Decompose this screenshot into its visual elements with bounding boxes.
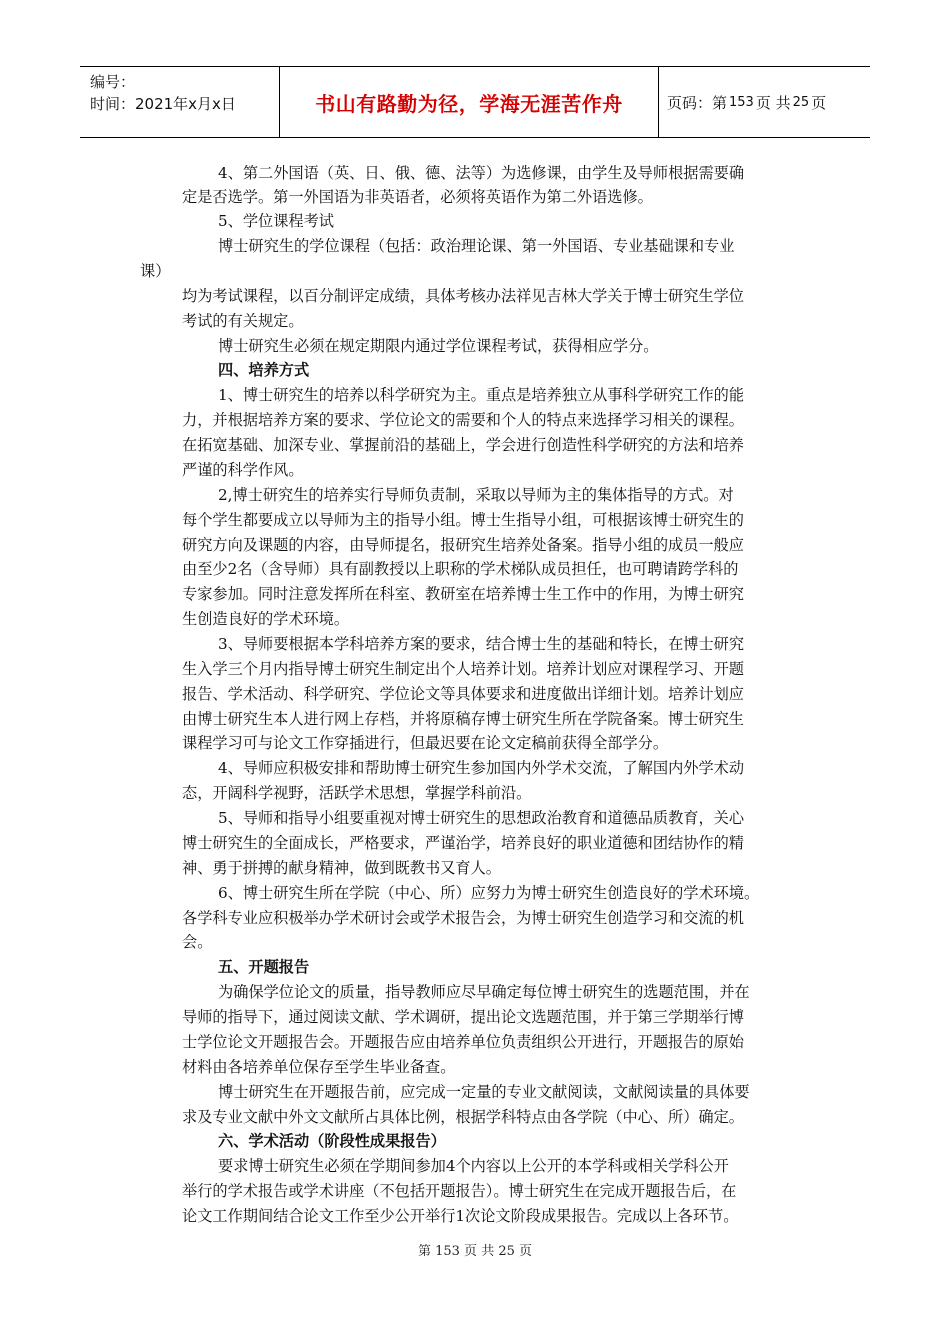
body-line: 每个学生都要成立以导师为主的指导小组。博士生指导小组，可根据该博士研究生的 (182, 511, 744, 529)
body-line: 神、勇于拼搏的献身精神，做到既教书又育人。 (182, 859, 501, 877)
body-line: 导师的指导下，通过阅读文献、学术调研，提出论文选题范围，并于第三学期举行博 (182, 1008, 744, 1026)
body-line: 课） (140, 262, 171, 280)
body-line: 4、导师应积极安排和帮助博士研究生参加国内外学术交流，了解国内外学术动 (218, 759, 745, 777)
body-line: 由至少2名（含导师）具有副教授以上职称的学术梯队成员担任，也可聘请跨学科的 (182, 560, 739, 578)
body-line: 力，并根据培养方案的要求、学位论文的需要和个人的特点来选择学习相关的课程。 (182, 411, 744, 429)
body-line: 举行的学术报告或学术讲座（不包括开题报告）。博士研究生在完成开题报告后，在 (182, 1182, 737, 1200)
body-line: 要求博士研究生必须在学期间参加4个内容以上公开的本学科或相关学科公开 (218, 1157, 729, 1175)
body-line: 5、导师和指导小组要重视对博士研究生的思想政治教育和道德品质教育，关心 (218, 809, 745, 827)
header-page-info (659, 67, 870, 137)
header-motto: 书山有路勤为径，学海无涯苦作舟 (280, 67, 659, 137)
body-line: 由博士研究生本人进行网上存档，并将原稿存博士研究生所在学院备案。博士研究生 (182, 710, 744, 728)
body-line: 专家参加。同时注意发挥所在科室、教研室在培养博士生工作中的作用，为博士研究 (182, 585, 744, 603)
body-line: 5、学位课程考试 (218, 212, 334, 230)
page-current: 153 (729, 94, 754, 110)
header-meta (80, 67, 280, 137)
body-line: 博士研究生在开题报告前，应完成一定量的专业文献阅读，文献阅读量的具体要 (218, 1083, 750, 1101)
body-line: 会。 (182, 933, 213, 951)
body-line: 生创造良好的学术环境。 (182, 610, 350, 628)
body-line: 均为考试课程，以百分制评定成绩，具体考核办法祥见吉林大学关于博士研究生学位 (182, 287, 744, 305)
body-line: 课程学习可与论文工作穿插进行，但最迟要在论文定稿前获得全部学分。 (182, 734, 668, 752)
body-line: 考试的有关规定。 (182, 312, 304, 330)
body-line: 士学位论文开题报告会。开题报告应由培养单位负责组织公开进行，开题报告的原始 (182, 1033, 744, 1051)
body-line: 研究方向及课题的内容，由导师提名，报研究生培养处备案。指导小组的成员一般应 (182, 536, 744, 554)
body-line: 严谨的科学作风。 (182, 461, 304, 479)
section-heading: 四、培养方式 (218, 361, 310, 379)
body-line: 博士研究生的全面成长，严格要求，严谨治学，培养良好的职业道德和团结协作的精 (182, 834, 744, 852)
body-line: 3、导师要根据本学科培养方案的要求，结合博士生的基础和特长，在博士研究 (218, 635, 745, 653)
document-time-label: 时间：2021年x月x日 (90, 95, 236, 113)
body-line: 6、博士研究生所在学院（中心、所）应努力为博士研究生创造良好的学术环境。 (218, 884, 760, 902)
body-line: 4、第二外国语（英、日、俄、德、法等）为选修课，由学生及导师根据需要确 (218, 164, 745, 182)
body-line: 态，开阔科学视野，活跃学术思想，掌握学科前沿。 (182, 784, 532, 802)
page-footer: 第 153 页 共 25 页 (417, 1244, 533, 1259)
body-line: 各学科专业应积极举办学术研讨会或学术报告会，为博士研究生创造学习和交流的机 (182, 909, 744, 927)
section-heading: 六、学术活动（阶段性成果报告） (218, 1132, 446, 1150)
body-line: 论文工作期间结合论文工作至少公开举行1次论文阶段成果报告。完成以上各环节。 (182, 1207, 739, 1225)
page-header (80, 66, 870, 138)
section-heading: 五、开题报告 (218, 958, 310, 976)
body-line: 1、博士研究生的培养以科学研究为主。重点是培养独立从事科学研究工作的能 (218, 386, 745, 404)
document-number-label: 编号： (90, 73, 136, 91)
page-prefix: 页码：第 (667, 93, 728, 112)
page-total: 25 (792, 94, 810, 110)
body-line: 求及专业文献中外文文献所占具体比例，根据学科特点由各学院（中心、所）确定。 (182, 1108, 744, 1126)
body-line: 为确保学位论文的质量，指导教师应尽早确定每位博士研究生的选题范围，并在 (218, 983, 750, 1001)
body-line: 生入学三个月内指导博士研究生制定出个人培养计划。培养计划应对课程学习、开题 (182, 660, 744, 678)
body-line: 材料由各培养单位保存至学生毕业备查。 (182, 1058, 456, 1076)
body-line: 定是否选学。第一外国语为非英语者，必须将英语作为第二外语选修。 (182, 188, 653, 206)
body-line: 在拓宽基础、加深专业、掌握前沿的基础上，学会进行创造性科学研究的方法和培养 (182, 436, 744, 454)
page-suffix: 页 (811, 93, 827, 112)
body-line: 2,博士研究生的培养实行导师负责制，采取以导师为主的集体指导的方式。对 (218, 486, 734, 504)
body-line: 博士研究生的学位课程（包括：政治理论课、第一外国语、专业基础课和专业 (218, 237, 735, 255)
body-line: 报告、学术活动、科学研究、学位论文等具体要求和进度做出详细计划。培养计划应 (182, 685, 744, 703)
page-middle: 页 共 (755, 93, 791, 112)
body-line: 博士研究生必须在规定期限内通过学位课程考试，获得相应学分。 (218, 337, 659, 355)
